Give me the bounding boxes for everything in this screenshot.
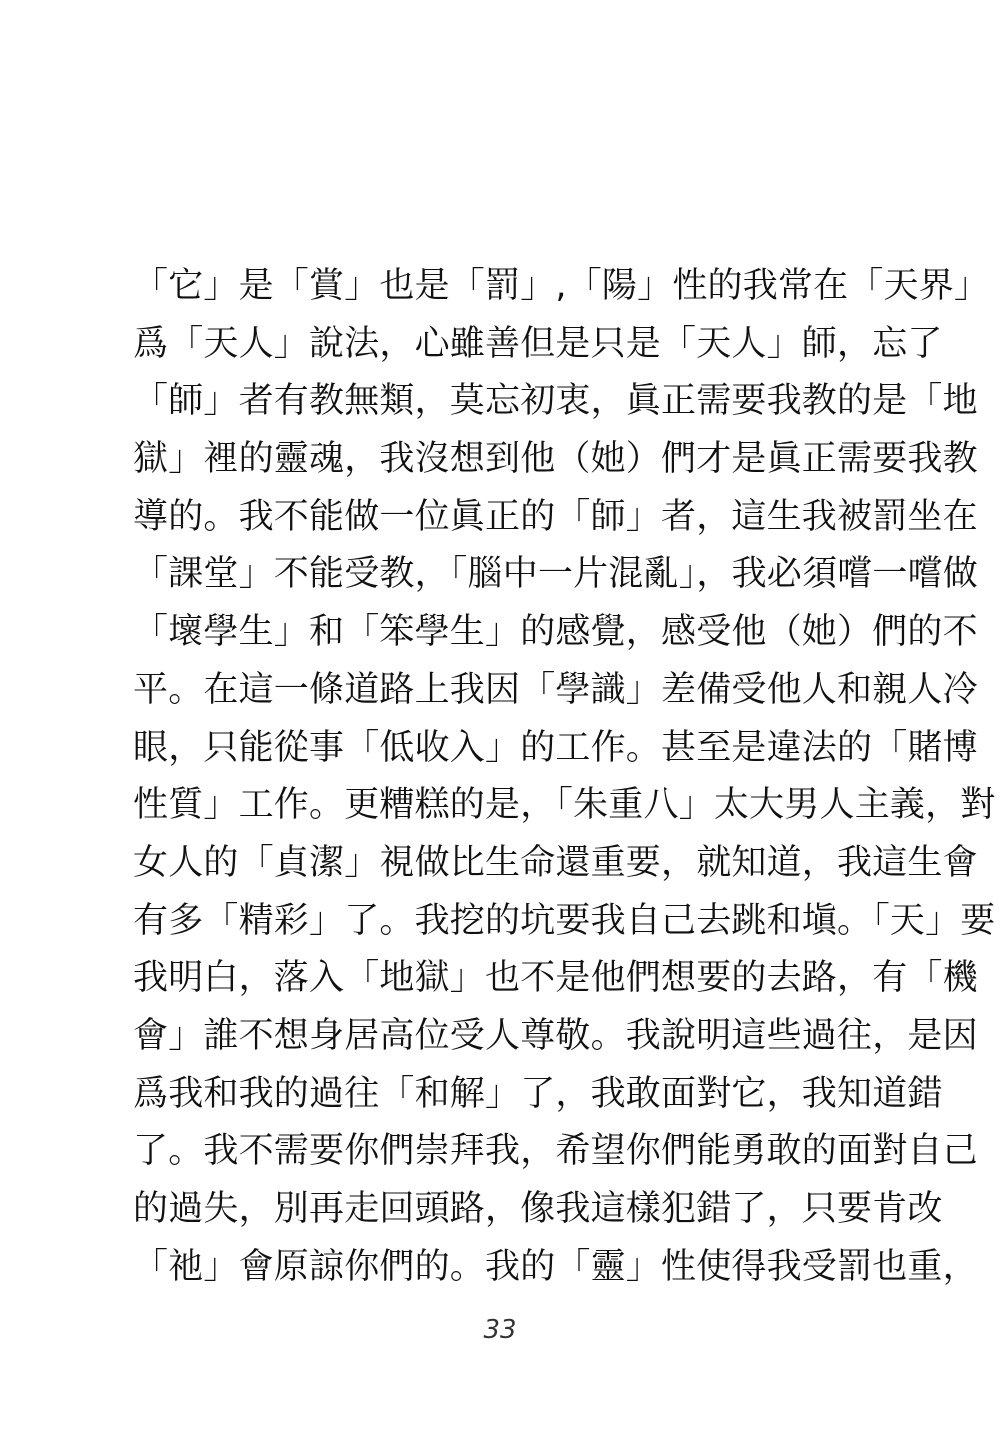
text-line: 「壞學生」和「笨學生」的感覺，感受他（她）們的不 xyxy=(133,612,978,653)
body-text xyxy=(133,258,996,1296)
text-line: 有多「精彩」了。我挖的坑要我自己去跳和塡。「天」要 xyxy=(133,900,996,941)
text-line: 了。我不需要你們崇拜我，希望你們能勇敢的面對自己 xyxy=(133,1131,978,1172)
text-line: 「師」者有教無類，莫忘初衷，眞正需要我教的是「地 xyxy=(133,381,978,422)
page-number: 33 xyxy=(483,1315,517,1345)
text-line: 獄」裡的靈魂，我沒想到他（她）們才是眞正需要我教 xyxy=(133,439,978,480)
text-line: 「祂」會原諒你們的。我的「靈」性使得我受罰也重， xyxy=(133,1246,978,1287)
text-line: 會」誰不想身居高位受人尊敬。我說明這些過往，是因 xyxy=(133,1015,978,1056)
text-line: 爲我和我的過往「和解」了，我敢面對它，我知道錯 xyxy=(133,1073,943,1114)
text-line: 我明白，落入「地獄」也不是他們想要的去路，有「機 xyxy=(133,958,978,999)
text-line: 平。在這一條道路上我因「學識」差備受他人和親人冷 xyxy=(133,669,978,710)
text-line: 「它」是「賞」也是「罰」,「陽」性的我常在「天界」 xyxy=(133,266,990,306)
text-line: 「課堂」不能受教，「腦中一片混亂」，我必須嚐一嚐做 xyxy=(133,554,979,595)
text-line: 女人的「貞潔」視做比生命還重要，就知道，我這生會 xyxy=(133,842,978,883)
text-line: 爲「天人」說法，心雖善但是只是「天人」師，忘了 xyxy=(133,323,943,364)
text-line: 性質」工作。更糟糕的是，「朱重八」太大男人主義，對 xyxy=(133,785,996,826)
text-line: 的過失，別再走回頭路，像我這樣犯錯了，只要肯改 xyxy=(133,1189,943,1229)
text-line: 導的。我不能做一位眞正的「師」者，這生我被罰坐在 xyxy=(133,496,978,537)
text-line: 眼，只能從事「低收入」的工作。甚至是違法的「賭博 xyxy=(133,727,978,768)
